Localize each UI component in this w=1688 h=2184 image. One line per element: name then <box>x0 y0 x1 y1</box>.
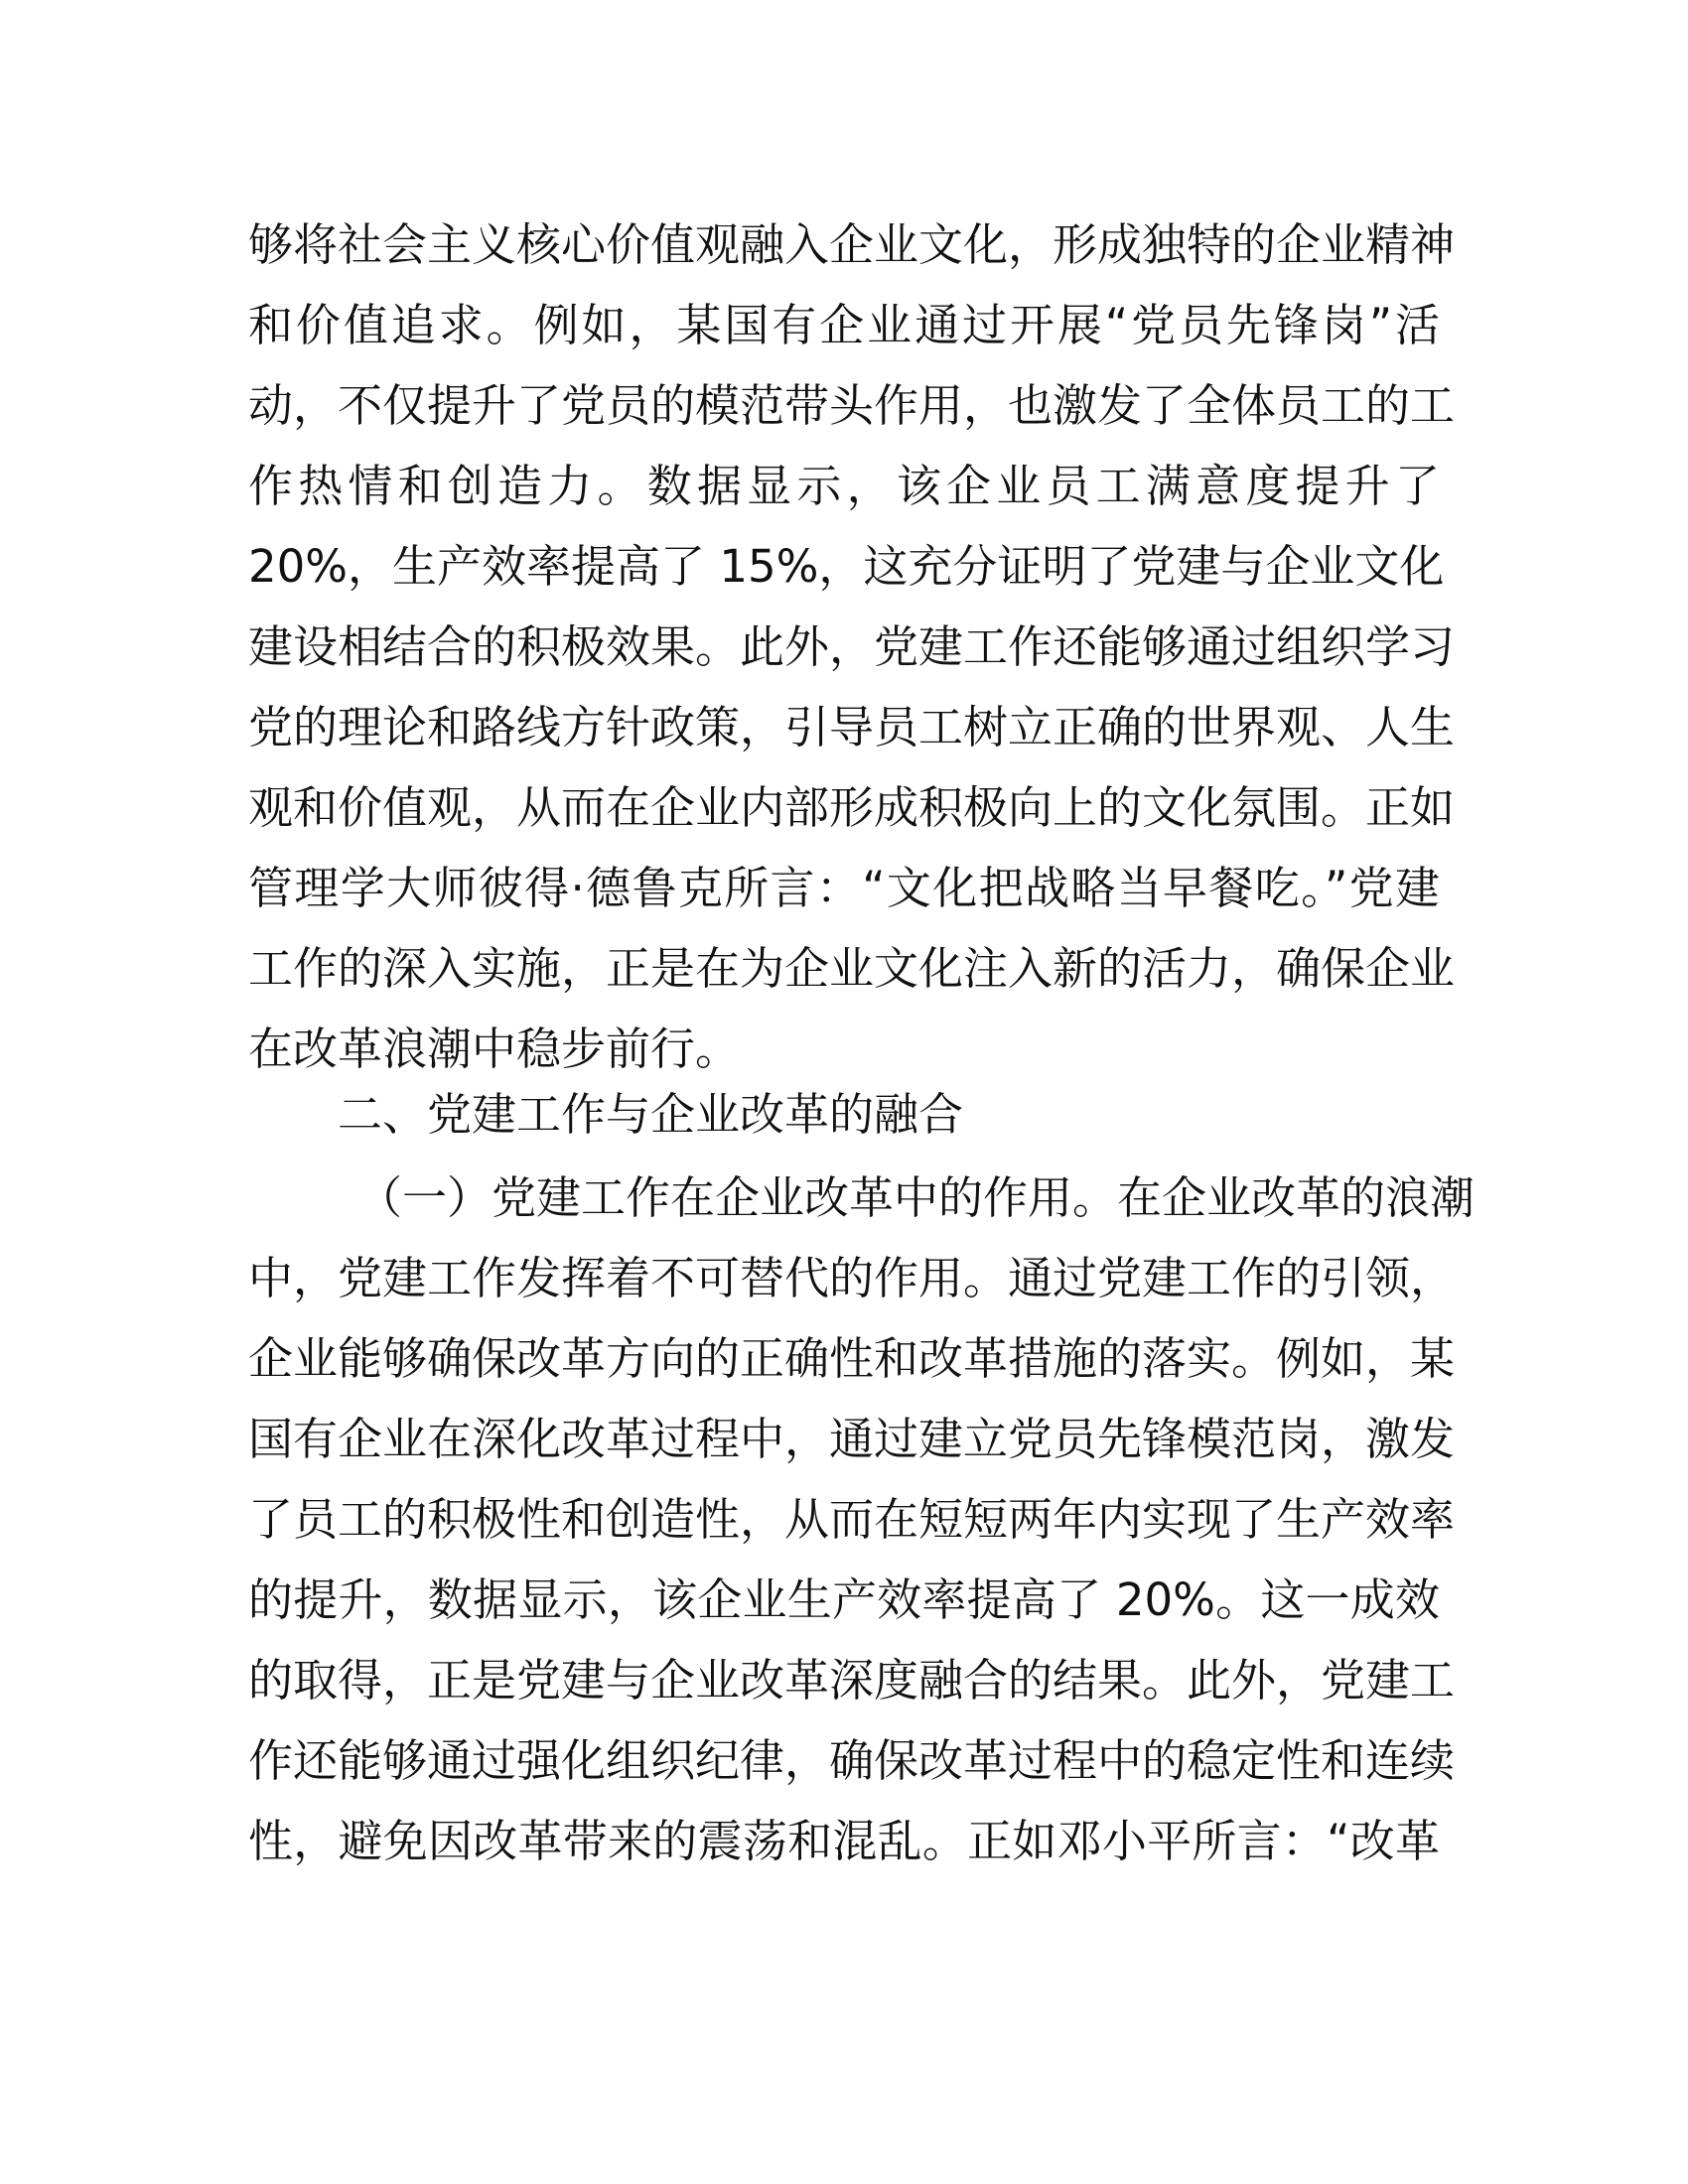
text-line: 党的理论和路线方针政策，引导员工树立正确的世界观、人生 <box>248 701 1456 753</box>
text-line: 企业能够确保改革方向的正确性和改革措施的落实。例如，某 <box>248 1332 1456 1385</box>
text-line: 的取得，正是党建与企业改革深度融合的结果。此外，党建工 <box>248 1654 1456 1706</box>
text-line: （一）党建工作在企业改革中的作用。在企业改革的浪潮 <box>357 1171 1476 1224</box>
text-line: 20%，生产效率提高了 15%，这充分证明了党建与企业文化 <box>248 540 1445 593</box>
body-paragraph <box>248 205 1456 1089</box>
text-line: 观和价值观，从而在企业内部形成积极向上的文化氛围。正如 <box>248 781 1456 834</box>
text-line: 的提升，数据显示，该企业生产效率提高了 20%。这一成效 <box>248 1573 1440 1626</box>
text-line: 建设相结合的积极效果。此外，党建工作还能够通过组织学习 <box>248 620 1456 673</box>
body-paragraph <box>248 1158 1476 1881</box>
text-line: 作热情和创造力。数据显示，该企业员工满意度提升了 <box>248 460 1440 512</box>
text-line: 管理学大师彼得·德鲁克所言：“文化把战略当早餐吃。”党建 <box>248 862 1440 914</box>
text-line: 性，避免因改革带来的震荡和混乱。正如邓小平所言：“改革 <box>248 1815 1440 1867</box>
section-heading <box>248 1074 1440 1155</box>
text-line: 工作的深入实施，正是在为企业文化注入新的活力，确保企业 <box>248 942 1456 995</box>
text-line: 国有企业在深化改革过程中，通过建立党员先锋模范岗，激发 <box>248 1413 1456 1465</box>
text-line: 动，不仅提升了党员的模范带头作用，也激发了全体员工的工 <box>248 379 1456 432</box>
text-line: 了员工的积极性和创造性，从而在短短两年内实现了生产效率 <box>248 1493 1456 1546</box>
text-line: 够将社会主义核心价值观融入企业文化，形成独特的企业精神 <box>248 218 1456 271</box>
section-heading-text: 二、党建工作与企业改革的融合 <box>338 1088 964 1141</box>
text-line: 中，党建工作发挥着不可替代的作用。通过党建工作的引领， <box>248 1252 1456 1304</box>
text-line: 和价值追求。例如，某国有企业通过开展“党员先锋岗”活 <box>248 299 1440 351</box>
text-line: 在改革浪潮中稳步前行。 <box>248 1023 741 1075</box>
text-line: 作还能够通过强化组织纪律，确保改革过程中的稳定性和连续 <box>248 1734 1456 1787</box>
